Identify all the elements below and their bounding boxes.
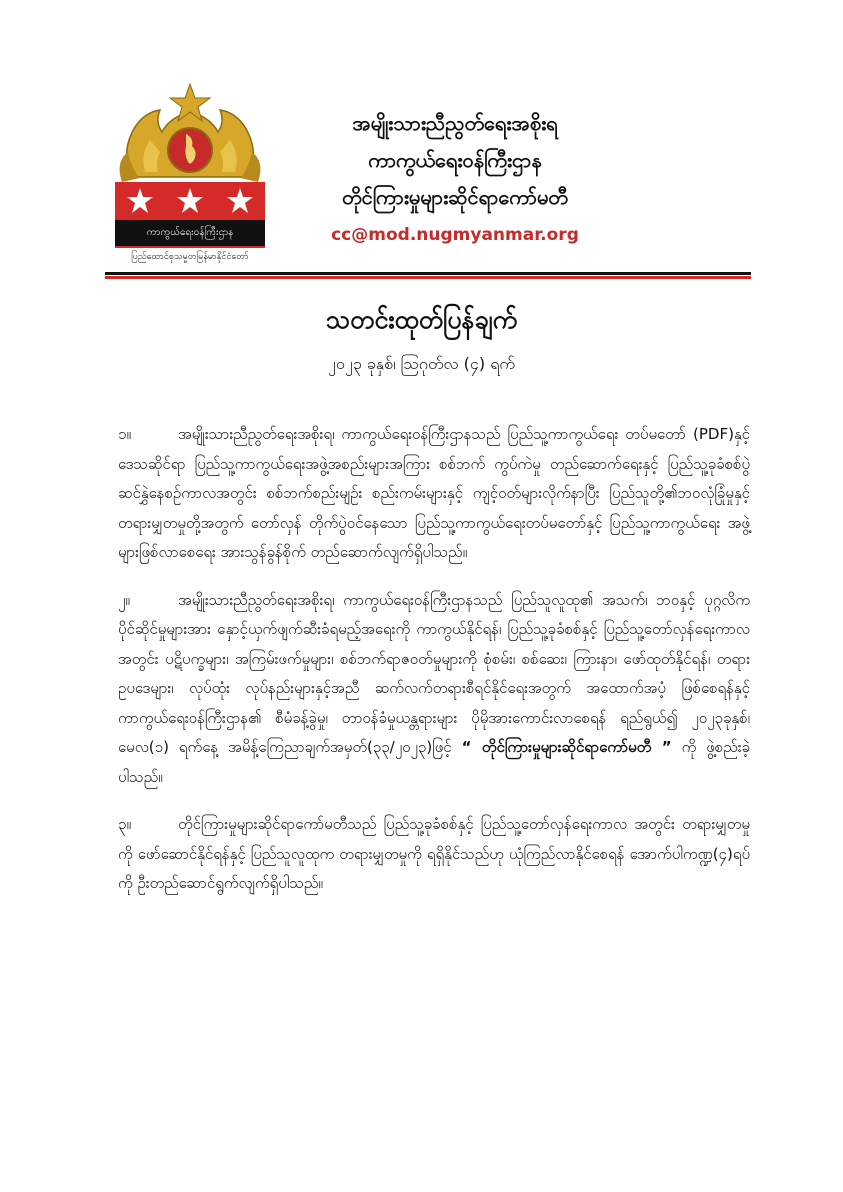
contact-email[interactable]: cc@mod.nugmyanmar.org bbox=[331, 225, 579, 245]
paragraph-number: ၂။ bbox=[118, 590, 130, 609]
paragraph-3 bbox=[118, 810, 750, 899]
paragraph-number: ၃။ bbox=[118, 815, 131, 833]
emblem-caption: ပြည်ထောင်စုသမ္မတမြန်မာနိုင်ငံတော် bbox=[131, 252, 249, 262]
paragraph-text: အမျိုးသားညီညွတ်ရေးအစိုးရ၊ ကာကွယ်ရေးဝန်ကြီးဌာနသည် ပြည်သူ့ကာကွယ်ရေး တပ်မတော် (PDF)နှင့် ဒေသဆိုင်ရာ ပြည်သူ့ကာကွယ်ရေးအဖွဲ့အစည်းများအကြား စစ်ဘက် ကွပ်ကဲမှု တည်ဆောက်ရေးနှင့် ပြည်သူ့ခုခံစစ်ပွဲ ဆင်နွှဲနေစဉ်ကာလအတွင်း စစ်ဘက်စည်းမျဉ်း စည်းကမ်းများနှင့် ကျင့်ဝတ်များလိုက်နာပြီး ပြည်သူတို့၏ဘဝလုံခြုံမှုနှင့် တရားမျှတမှုတို့အတွက် တော်လှန် တိုက်ပွဲဝင်နေသော ပြည်သူ့ကာကွယ်ရေးတပ်မတော်နှင့် ပြည်သူ့ကာကွယ်ရေး အဖွဲ့များဖြစ်လာစေရေး အားသွန်ခွန်စိုက် တည်ဆောက်လျက်ရှိပါသည်။ bbox=[118, 425, 750, 561]
emblem-banner-text: ကာကွယ်ရေးဝန်ကြီးဌာန bbox=[146, 227, 234, 238]
document-body bbox=[118, 420, 750, 917]
paragraph-text: တိုင်ကြားမှုများဆိုင်ရာကော်မတီသည် ပြည်သူ့ခုခံစစ်နှင့် ပြည်သူ့တော်လှန်ရေးကာလ အတွင်း တရားမျှတမှုကို ဖော်ဆောင်နိုင်ရန်နှင့် ပြည်သူလူထုက တရားမျှတမှုကို ရရှိနိုင်သည်ဟု ယုံကြည်လာနိုင်စေရန် အောက်ပါကဏ္ဍ(၄)ရပ်ကို ဦးတည်ဆောင်ရွက်လျက်ရှိပါသည်။ bbox=[118, 815, 750, 892]
ministry-emblem bbox=[110, 82, 270, 267]
paragraph-number: ၁။ bbox=[118, 425, 131, 443]
organization-header bbox=[300, 105, 610, 250]
header-divider-black bbox=[105, 272, 751, 275]
document-title: သတင်းထုတ်ပြန်ချက် bbox=[325, 305, 518, 334]
committee-name: တိုင်ကြားမှုများဆိုင်ရာကော်မတီ bbox=[342, 185, 568, 209]
committee-name-highlight: “ တိုင်ကြားမှုများဆိုင်ရာကော်မတီ ” bbox=[461, 738, 672, 756]
document-date: ၂၀၂၃ ခုနှစ်၊ ဩဂုတ်လ (၄) ရက် bbox=[327, 354, 516, 373]
header-divider-red bbox=[105, 276, 751, 279]
government-name: အမျိုးသားညီညွတ်ရေးအစိုးရ bbox=[352, 111, 558, 135]
paragraph-text: အမျိုးသားညီညွတ်ရေးအစိုးရ၊ ကာကွယ်ရေးဝန်ကြီးဌာနသည် ပြည်သူလူထု၏ အသက်၊ ဘဝနှင့် ပုဂ္ဂလိက ပိုင်ဆိုင်မှုများအား နှောင့်ယှက်ဖျက်ဆီးခံရမည့်အရေးကို ကာကွယ်နိုင်ရန်၊ ပြည်သူ့ခုခံစစ်နှင့် ပြည်သူ့တော်လှန်ရေးကာလအတွင်း ပဋိပက္ခများ၊ အကြမ်းဖက်မှုများ၊ စစ်ဘက်ရာဇဝတ်မှုများကို စုံစမ်း၊ စစ်ဆေး၊ ကြားနာ၊ ဖော်ထုတ်နိုင်ရန်၊ တရားဥပဒေများ၊ လုပ်ထုံး လုပ်နည်းများနှင့်အညီ ဆက်လက်တရားစီရင်နိုင်ရေးအတွက် အထောက်အပံ့ ဖြစ်စေရန်နှင့် ကာကွယ်ရေးဝန်ကြီးဌာန၏ စီမံခန့်ခွဲမှု၊ တာဝန်ခံမှုယန္တရားများ ပိုမိုအားကောင်းလာစေရန် ရည်ရွယ်၍ ၂၀၂၃ခုနှစ်၊ မေလ(၁) ရက်နေ့ အမိန့်ကြေညာချက်အမှတ်(၃၃/၂၀၂၃)ဖြင့် bbox=[118, 590, 750, 756]
paragraph-text-end: ကို ဖွဲ့စည်းခဲ့ပါသည်။ bbox=[118, 738, 750, 786]
ministry-name: ကာကွယ်ရေးဝန်ကြီးဌာန bbox=[368, 148, 542, 172]
paragraph-2 bbox=[118, 586, 750, 793]
paragraph-1 bbox=[118, 420, 750, 568]
